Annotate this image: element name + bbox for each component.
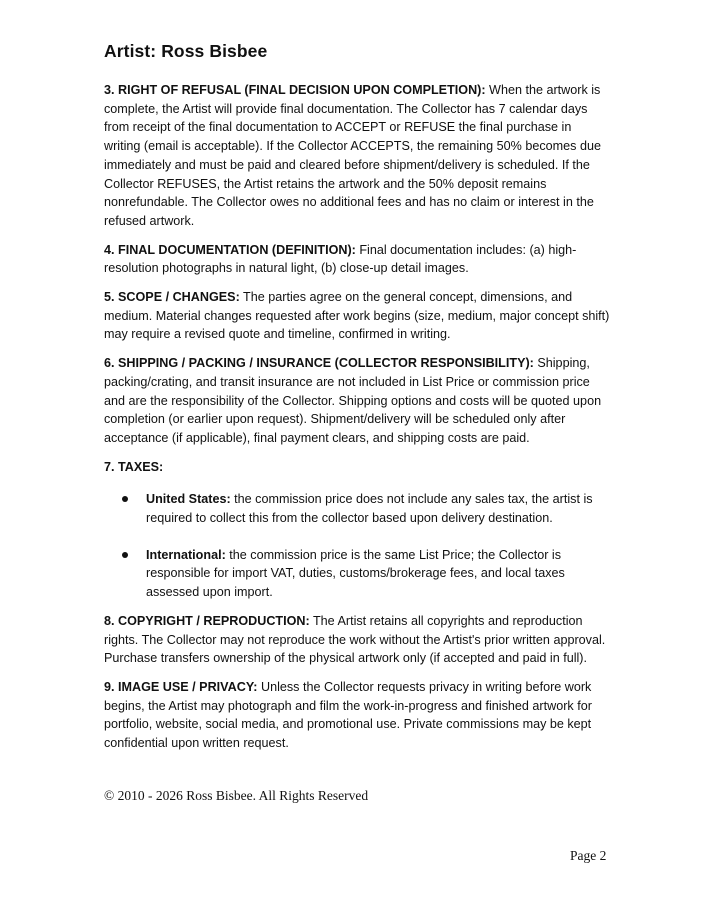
bullet-icon [122,552,128,558]
section-heading: 5. SCOPE / CHANGES: [104,290,240,305]
section-image-use-privacy [104,678,610,753]
section-taxes-heading: 7. TAXES: [104,459,164,474]
bullet-text: the commission price is the same List Price; the Collector is responsible for import VAT, duties, customs/brokerage fees, and local taxes assessed upon import. [146,547,565,600]
section-shipping [104,354,610,448]
section-heading: 9. IMAGE USE / PRIVACY: [104,679,258,694]
list-item [104,490,610,527]
section-scope-changes [104,288,610,344]
section-body: The parties agree on the general concept, dimensions, and medium. Material changes requested after work begins (size, medium, major concept shift) may require a revised quote and timeline, confirmed in writing. [104,290,610,342]
section-copyright-reproduction [104,612,610,668]
copyright-notice: © 2010 - 2026 Ross Bisbee. All Rights Reserved [104,788,369,803]
bullet-label: United States: [146,492,231,507]
list-item [104,546,610,602]
section-final-documentation [104,241,610,278]
bullet-label: International: [146,547,226,562]
bullet-icon [122,496,128,502]
document-content [104,81,610,763]
section-body: Shipping, packing/crating, and transit insurance are not included in List Price or commission price and are the responsibility of the Collector. Shipping options and costs will be quoted upon completion (or earlier upon request). Shipment/delivery will be scheduled only after acceptance (if applicable), final payment clears, and shipping costs are paid. [104,356,602,445]
taxes-list [104,490,610,602]
section-body: When the artwork is complete, the Artist will provide final documentation. The Collector has 7 calendar days from receipt of the final documentation to ACCEPT or REFUSE the final purchase in writing (email is acceptable). If the Collector ACCEPTS, the remaining 50% becomes due immediately and must be paid and cleared before shipment/delivery is scheduled. If the Collector REFUSES, the Artist retains the artwork and the 50% deposit remains nonrefundable. The Collector owes no additional fees and has no claim or interest in the refused artwork. [104,83,601,228]
section-body: Unless the Collector requests privacy in writing before work begins, the Artist may photograph and film the work-in-progress and finished artwork for portfolio, website, social media, and promotional use. Private commissions may be kept confidential upon written request. [104,679,592,751]
document-title: Artist: Ross Bisbee [104,41,268,61]
section-heading: 8. COPYRIGHT / REPRODUCTION: [104,613,310,628]
page-number: Page 2 [570,848,607,863]
section-body: The Artist retains all copyrights and reproduction rights. The Collector may not reproduce the work without the Artist's prior written approval. Purchase transfers ownership of the physical artwork only (if accepted and paid in full). [104,613,606,666]
bullet-text: the commission price does not include any sales tax, the artist is required to collect this from the collector based upon delivery destination. [146,492,593,526]
section-body: Final documentation includes: (a) high-resolution photographs in natural light, (b) close-up detail images. [104,242,577,276]
section-right-of-refusal [104,81,610,231]
section-heading: 6. SHIPPING / PACKING / INSURANCE (COLLECTOR RESPONSIBILITY): [104,356,534,371]
section-heading: 3. RIGHT OF REFUSAL (FINAL DECISION UPON COMPLETION): [104,83,486,97]
section-heading: 4. FINAL DOCUMENTATION (DEFINITION): [104,242,356,257]
